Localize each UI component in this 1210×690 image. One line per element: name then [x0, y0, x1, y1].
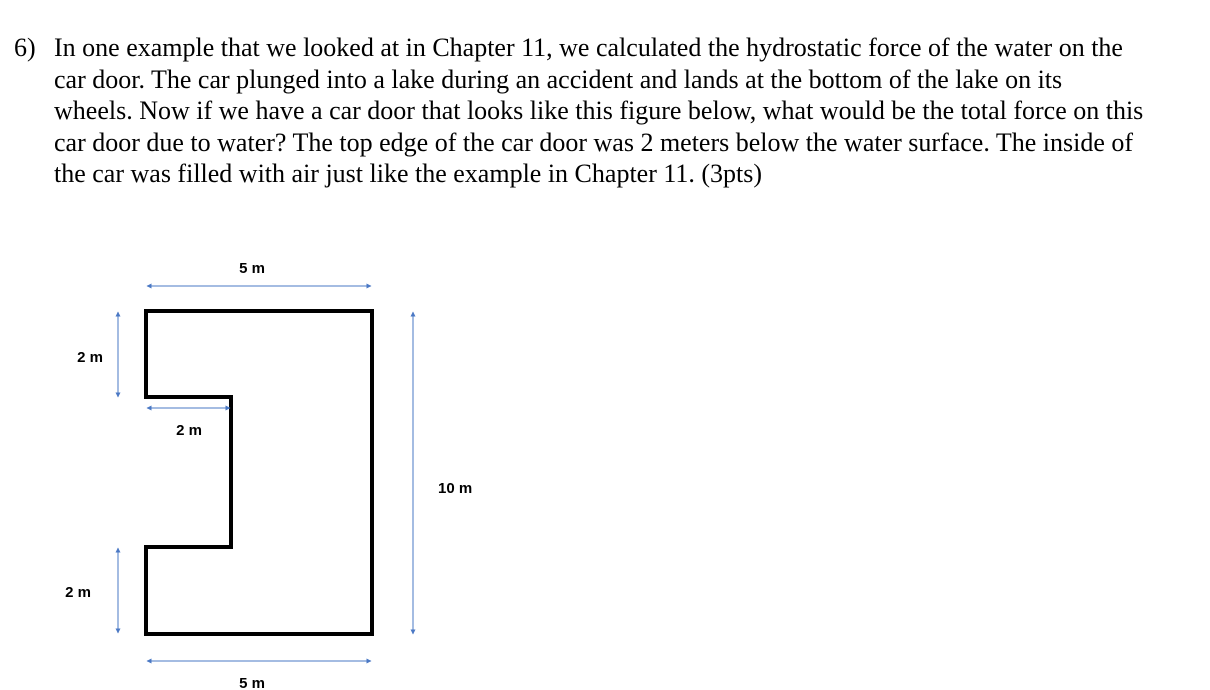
question-line: car door due to water? The top edge of the car door was 2 meters below the water surface. The inside of [54, 127, 1134, 157]
lower-notch-height-label: 2 m [65, 584, 91, 601]
question-number: 6) [14, 33, 36, 62]
question-line: wheels. Now if we have a car door that looks like this figure below, what would be the total force on this [54, 96, 1144, 125]
car-door-outline [146, 311, 372, 634]
question-line: the car was filled with air just like the example in Chapter 11. (3pts) [54, 159, 763, 188]
bottom-width-label: 5 m [239, 675, 265, 690]
notch-depth-label: 2 m [176, 422, 202, 439]
top-width-label: 5 m [239, 260, 265, 277]
question-line: car door. The car plunged into a lake during an accident and lands at the bottom of the lake on its [54, 64, 1063, 94]
height-label: 10 m [438, 480, 473, 497]
upper-notch-height-label: 2 m [77, 349, 103, 366]
question-line: In one example that we looked at in Chapter 11, we calculated the hydrostatic force of the water on the [54, 33, 1123, 62]
